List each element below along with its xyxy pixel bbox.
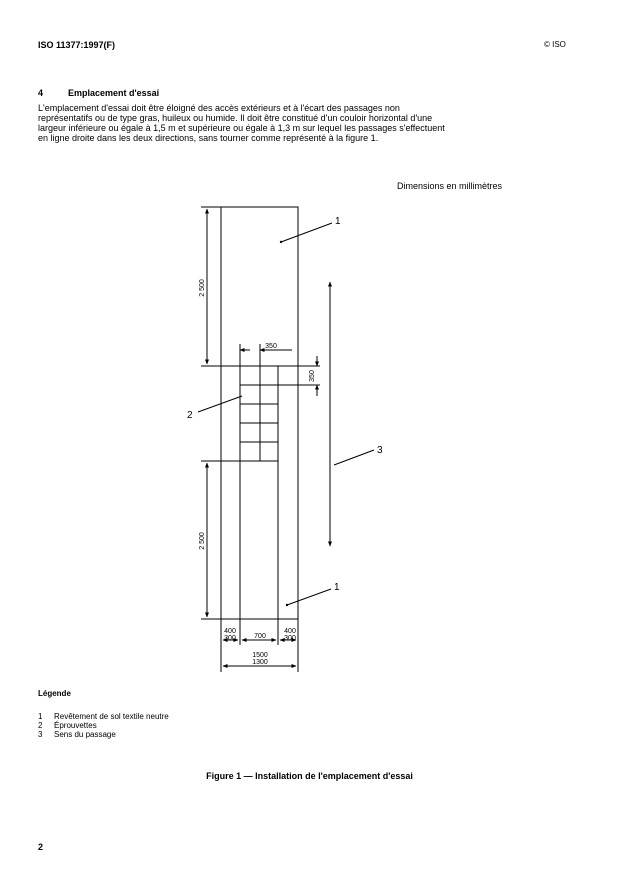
callout-1-bottom: 1 (334, 582, 340, 593)
callout-2: 2 (187, 410, 193, 421)
label-specimen-height: 350 (309, 370, 316, 382)
body-line: représentatifs ou de type gras, huileux ou humide. Il doit être constitué d'un couloir horizontal d'une (38, 113, 433, 123)
copyright-notice: © ISO (544, 40, 566, 49)
legend-list (38, 712, 169, 739)
leader-1-top (281, 223, 332, 242)
label-bottom-2500: 2 500 (199, 532, 206, 550)
document-id: ISO 11377:1997(F) (38, 40, 116, 50)
legend-title: Légende (38, 689, 71, 698)
figure-caption: Figure 1 — Installation de l'emplacement d'essai (206, 771, 413, 781)
callout-1-top: 1 (335, 216, 341, 227)
section-number: 4 (38, 88, 44, 98)
leader-2 (198, 396, 242, 412)
label-total-1300: 1300 (252, 659, 268, 666)
leader-3 (334, 450, 374, 465)
body-line: en ligne droite dans les deux directions, sans tourner comme représenté à la figure 1. (38, 133, 379, 143)
label-top-2500: 2 500 (199, 279, 206, 297)
label-right-400: 400 (284, 628, 296, 635)
callout-3: 3 (377, 445, 383, 456)
label-left-300: 300 (224, 635, 236, 642)
body-line: L'emplacement d'essai doit être éloigné des accès extérieurs et à l'écart des passages non (38, 103, 400, 113)
legend-item: 3 Sens du passage (38, 730, 116, 739)
dimensions-note: Dimensions en millimètres (397, 181, 503, 191)
legend-item: 2 Éprouvettes (38, 721, 97, 730)
label-middle-700: 700 (254, 633, 266, 640)
label-total-1500: 1500 (252, 652, 268, 659)
section-title: Emplacement d'essai (68, 88, 160, 98)
label-left-400: 400 (224, 628, 236, 635)
label-specimen-width: 350 (265, 343, 277, 350)
legend-item: 1 Revêtement de sol textile neutre (38, 712, 169, 721)
specimen-grid (240, 366, 320, 461)
body-line: largeur inférieure ou égale à 1,5 m et supérieure ou égale à 1,3 m sur lequel les passages s'effectuent (38, 123, 445, 133)
label-right-300: 300 (284, 635, 296, 642)
page-number: 2 (38, 842, 44, 852)
leader-1-bottom (287, 589, 331, 605)
